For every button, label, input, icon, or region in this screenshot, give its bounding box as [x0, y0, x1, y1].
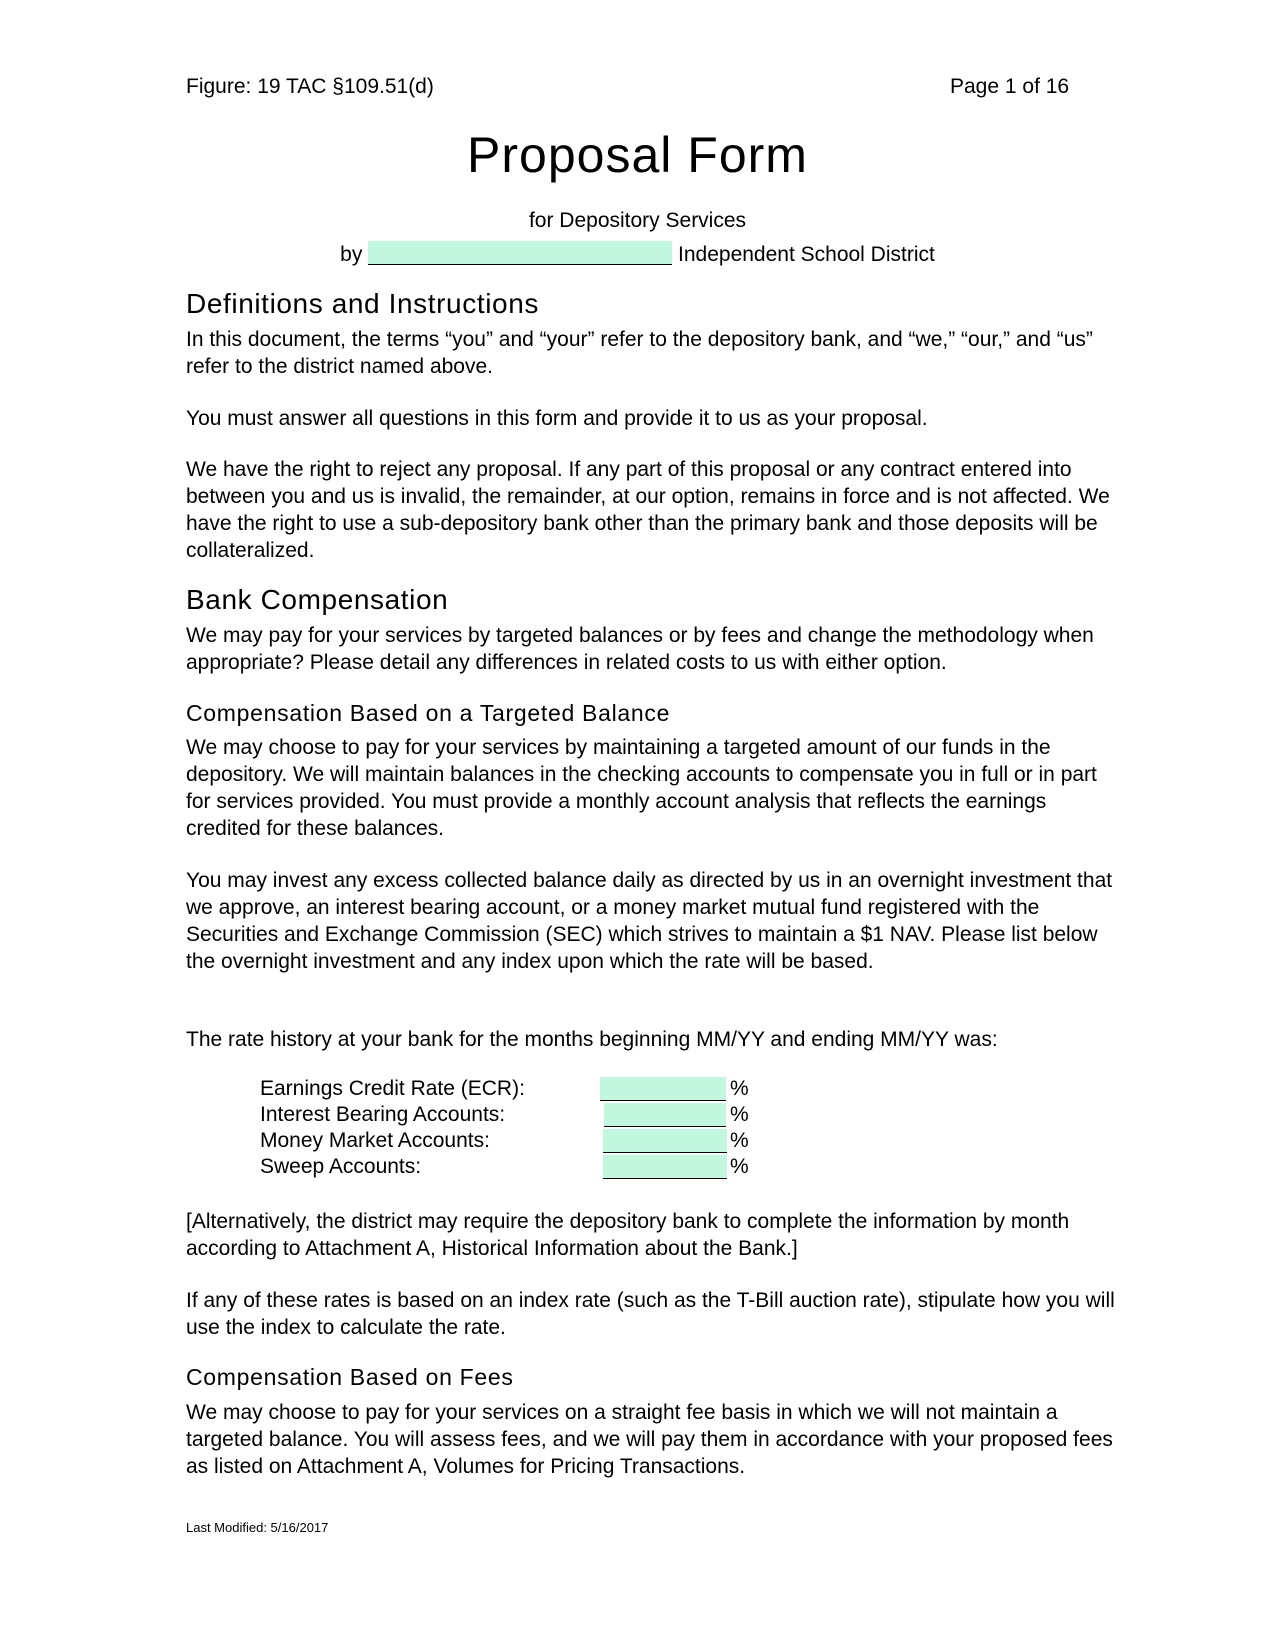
paragraph: The rate history at your bank for the months beginning MM/YY and ending MM/YY was: — [186, 1028, 998, 1051]
paragraph: We have the right to reject any proposal. If any part of this proposal or any contract entered into between you and us is invalid, the remainder, at our option, remains in force and is not affected. We have the right to use a sub-depository bank other than the primary bank and those deposits will be collateralized. — [186, 458, 1110, 562]
subsection-heading-fees: Compensation Based on Fees — [186, 1364, 514, 1390]
paragraph: We may choose to pay for your services by maintaining a targeted amount of our funds in the depository. We will maintain balances in the checking accounts to compensate you in full or in part for services provided. You must provide a monthly account analysis that reflects the earnings credited for these balances. — [186, 736, 1097, 840]
rate-label-interest-bearing: Interest Bearing Accounts: — [260, 1103, 506, 1126]
interest-bearing-rate-field[interactable] — [604, 1103, 726, 1127]
subsection-heading-targeted-balance: Compensation Based on a Targeted Balance — [186, 700, 671, 726]
percent-sign: % — [730, 1077, 749, 1100]
district-prefix: by — [340, 243, 363, 266]
percent-sign: % — [730, 1103, 749, 1126]
ecr-rate-field[interactable] — [600, 1077, 726, 1101]
last-modified-footer: Last Modified: 5/16/2017 — [186, 1520, 329, 1535]
section-heading-definitions: Definitions and Instructions — [186, 288, 539, 319]
paragraph: You must answer all questions in this form and provide it to us as your proposal. — [186, 407, 928, 430]
paragraph: We may pay for your services by targeted balances or by fees and change the methodology when appropriate? Please detail any differences in related costs to us with either option. — [186, 624, 1094, 674]
rate-label-money-market: Money Market Accounts: — [260, 1129, 490, 1152]
percent-sign: % — [730, 1129, 749, 1152]
paragraph: [Alternatively, the district may require the depository bank to complete the information by month according to Attachment A, Historical Information about the Bank.] — [186, 1210, 1070, 1260]
rate-label-ecr: Earnings Credit Rate (ECR): — [260, 1077, 525, 1100]
district-suffix: Independent School District — [678, 243, 935, 266]
percent-sign: % — [730, 1155, 749, 1178]
figure-reference: Figure: 19 TAC §109.51(d) — [186, 75, 434, 98]
money-market-rate-field[interactable] — [603, 1129, 727, 1153]
sweep-rate-field[interactable] — [603, 1155, 727, 1179]
rate-label-sweep: Sweep Accounts: — [260, 1155, 422, 1178]
paragraph: In this document, the terms “you” and “your” refer to the depository bank, and “we,” “our,” and “us” refer to the district named above. — [186, 328, 1093, 378]
paragraph: We may choose to pay for your services on a straight fee basis in which we will not maintain a targeted balance. You will assess fees, and we will pay them in accordance with your proposed fees as listed on Attachment A, Volumes for Pricing Transactions. — [186, 1401, 1113, 1478]
page-number: Page 1 of 16 — [950, 75, 1070, 98]
section-heading-bank-compensation: Bank Compensation — [186, 584, 449, 615]
paragraph: You may invest any excess collected balance daily as directed by us in an overnight investment that we approve, an interest bearing account, or a money market mutual fund registered with the Securities and Exchange Commission (SEC) which strives to maintain a $1 NAV. Please list below the overnight investment and any index upon which the rate will be based. — [186, 869, 1113, 973]
paragraph: If any of these rates is based on an index rate (such as the T-Bill auction rate), stipulate how you will use the index to calculate the rate. — [186, 1289, 1115, 1339]
subtitle: for Depository Services — [528, 209, 747, 232]
page-title: Proposal Form — [467, 127, 808, 183]
district-name-field[interactable] — [368, 241, 672, 265]
district-line — [0, 241, 1275, 267]
